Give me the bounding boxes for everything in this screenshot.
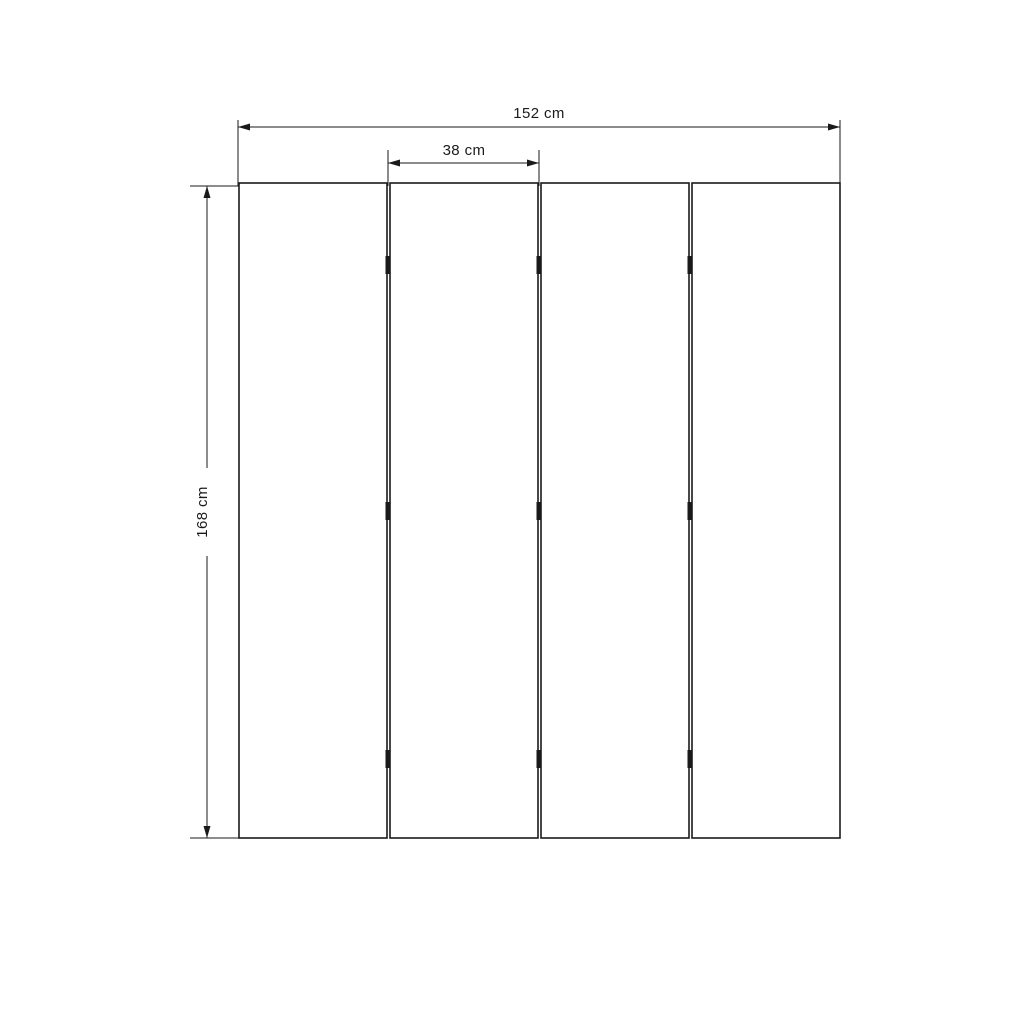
panel-width-arrow-right (527, 160, 539, 167)
height-arrow-top (204, 186, 211, 198)
total-width-arrow-left (238, 124, 250, 131)
panel-width-dimension (388, 139, 539, 186)
hinge-bottom-left (386, 750, 390, 768)
panel-3[interactable] (541, 183, 689, 838)
hinge-middle-right (688, 502, 692, 520)
hinge-bottom-center (537, 750, 541, 768)
hinge-middle-left (386, 502, 390, 520)
hinge-top-left (386, 256, 390, 274)
panel-2[interactable] (390, 183, 538, 838)
height-dimension (190, 186, 246, 838)
total-width-label: 152 cm (513, 105, 565, 122)
panel-4[interactable] (692, 183, 840, 838)
height-arrow-bottom (204, 826, 211, 838)
panel-width-label: 38 cm (442, 142, 486, 159)
panel-width-arrow-left (388, 160, 400, 167)
hinge-bottom-right (688, 750, 692, 768)
total-width-arrow-right (828, 124, 840, 131)
panel-1[interactable] (239, 183, 387, 838)
hinge-top-center (537, 256, 541, 274)
height-label: 168 cm (194, 486, 211, 538)
hinge-top-right (688, 256, 692, 274)
hinge-middle-center (537, 502, 541, 520)
